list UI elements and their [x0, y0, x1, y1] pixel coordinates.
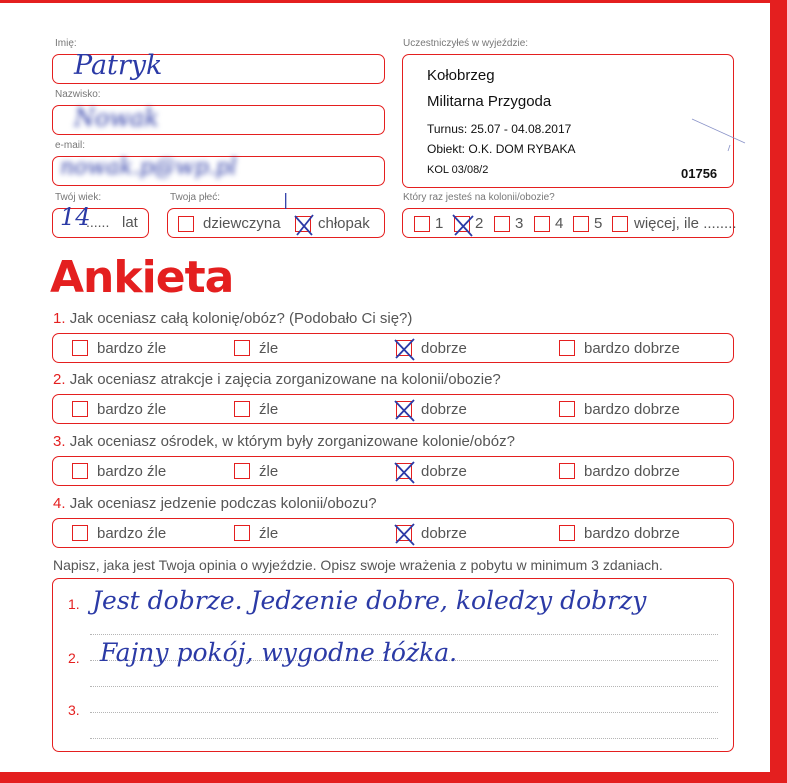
times-label: Który raz jesteś na kolonii/obozie?: [403, 192, 555, 203]
checkmark-x-icon: [394, 522, 418, 548]
name-value: Patryk: [74, 50, 163, 81]
question-1-option-1: bardzo źle: [97, 340, 167, 357]
page-border-top: [0, 0, 787, 3]
question-3-checkbox-4[interactable]: [559, 463, 575, 479]
email-value: nowak.p@wp.pl: [60, 155, 237, 180]
page-border-bottom: [0, 772, 787, 783]
answer-2-text: Fajny pokój, wygodne łóżka.: [100, 638, 458, 667]
age-unit: lat: [122, 214, 138, 231]
times-option-1: 1: [435, 215, 444, 232]
answer-3-number: 3.: [68, 702, 80, 718]
age-value: 14: [60, 203, 91, 231]
question-4-option-4: bardzo dobrze: [584, 525, 680, 542]
answer-2-number: 2.: [68, 650, 80, 666]
gender-male-label: chłopak: [318, 215, 370, 232]
stamp-city: Kołobrzeg: [427, 67, 495, 84]
question-1-option-3: dobrze: [421, 340, 467, 357]
page-border-right: [770, 0, 787, 783]
question-2-checkbox-4[interactable]: [559, 401, 575, 417]
question-2-option-3: dobrze: [421, 401, 467, 418]
question-3-text: [53, 433, 515, 450]
answer-line-extra-2: [90, 738, 718, 739]
answer-1-line: [90, 634, 718, 635]
question-4-option-3: dobrze: [421, 525, 467, 542]
question-1-option-4: bardzo dobrze: [584, 340, 680, 357]
surname-value: Nowak: [74, 104, 159, 132]
checkbox-times-more[interactable]: [612, 216, 628, 232]
question-1-number: 1.: [53, 310, 66, 327]
name-label: Imię:: [55, 38, 77, 49]
times-option-more: więcej, ile ........: [634, 215, 737, 232]
question-2-label: Jak oceniasz atrakcje i zajęcia zorganizowane na kolonii/obozie?: [69, 371, 501, 388]
question-4-checkbox-3[interactable]: [396, 525, 412, 541]
question-1-checkbox-4[interactable]: [559, 340, 575, 356]
times-option-5: 5: [594, 215, 603, 232]
gender-label: Twoja płeć:: [170, 192, 221, 203]
opinion-prompt: Napisz, jaka jest Twoja opinia o wyjeździe. Opisz swoje wrażenia z pobytu w minimum 3 zdaniach.: [53, 557, 663, 573]
question-3-option-2: źle: [259, 463, 279, 480]
checkbox-times-1[interactable]: [414, 216, 430, 232]
stamp-code: KOL 03/08/2: [427, 164, 489, 176]
age-dots: ......: [86, 214, 110, 230]
times-option-2: 2: [475, 215, 484, 232]
question-4-checkbox-4[interactable]: [559, 525, 575, 541]
question-3-checkbox-3[interactable]: [396, 463, 412, 479]
question-1-text: [53, 310, 412, 327]
question-2-option-2: źle: [259, 401, 279, 418]
question-3-label: Jak oceniasz ośrodek, w którym były zorganizowane kolonie/obóz?: [69, 433, 515, 450]
stamp-turnus: Turnus: 25.07 - 04.08.2017: [427, 122, 572, 136]
question-3-option-1: bardzo źle: [97, 463, 167, 480]
checkmark-x-icon: [452, 213, 476, 239]
checkmark-x-icon: [394, 460, 418, 486]
question-1-checkbox-1[interactable]: [72, 340, 88, 356]
answer-1-number: 1.: [68, 596, 80, 612]
stamp-pen-streak-icon: [690, 115, 750, 155]
question-4-checkbox-1[interactable]: [72, 525, 88, 541]
checkmark-x-icon: [293, 213, 317, 239]
question-2-option-1: bardzo źle: [97, 401, 167, 418]
survey-title: Ankieta: [50, 252, 234, 303]
times-option-4: 4: [555, 215, 564, 232]
times-option-3: 3: [515, 215, 524, 232]
gender-pen-mark: |: [283, 190, 289, 209]
question-4-label: Jak oceniasz jedzenie podczas kolonii/obozu?: [69, 495, 377, 512]
checkbox-times-3[interactable]: [494, 216, 510, 232]
question-3-checkbox-2[interactable]: [234, 463, 250, 479]
question-4-option-2: źle: [259, 525, 279, 542]
age-label: Twój wiek:: [55, 192, 102, 203]
question-2-checkbox-2[interactable]: [234, 401, 250, 417]
stamp-obiekt: Obiekt: O.K. DOM RYBAKA: [427, 142, 576, 156]
checkbox-times-4[interactable]: [534, 216, 550, 232]
stamp-camp-name: Militarna Przygoda: [427, 93, 552, 110]
stamp-number: 01756: [681, 166, 718, 181]
question-4-text: [53, 495, 377, 512]
question-2-option-4: bardzo dobrze: [584, 401, 680, 418]
question-1-checkbox-3[interactable]: [396, 340, 412, 356]
question-4-option-1: bardzo źle: [97, 525, 167, 542]
checkbox-times-2[interactable]: [454, 216, 470, 232]
question-3-option-3: dobrze: [421, 463, 467, 480]
question-3-option-4: bardzo dobrze: [584, 463, 680, 480]
answer-2-line: [90, 686, 718, 687]
answer-1-text: Jest dobrze. Jedzenie dobre, koledzy dobrzy: [92, 586, 647, 615]
question-1-checkbox-2[interactable]: [234, 340, 250, 356]
question-4-number: 4.: [53, 495, 66, 512]
question-1-label: Jak oceniasz całą kolonię/obóz? (Podobało Ci się?): [69, 310, 413, 327]
question-3-checkbox-1[interactable]: [72, 463, 88, 479]
surname-label: Nazwisko:: [55, 89, 101, 100]
checkmark-x-icon: [394, 337, 418, 363]
question-2-checkbox-1[interactable]: [72, 401, 88, 417]
question-2-text: [53, 371, 501, 388]
gender-female-label: dziewczyna: [203, 215, 281, 232]
checkbox-female[interactable]: [178, 216, 194, 232]
question-2-checkbox-3[interactable]: [396, 401, 412, 417]
question-4-checkbox-2[interactable]: [234, 525, 250, 541]
question-2-number: 2.: [53, 371, 66, 388]
email-label: e-mail:: [55, 140, 86, 151]
question-3-number: 3.: [53, 433, 66, 450]
answer-3-line: [90, 712, 718, 713]
checkbox-times-5[interactable]: [573, 216, 589, 232]
checkbox-male[interactable]: [295, 216, 311, 232]
checkmark-x-icon: [394, 398, 418, 424]
question-1-option-2: źle: [259, 340, 279, 357]
participant-label: Uczestniczyłeś w wyjeździe:: [403, 38, 529, 49]
